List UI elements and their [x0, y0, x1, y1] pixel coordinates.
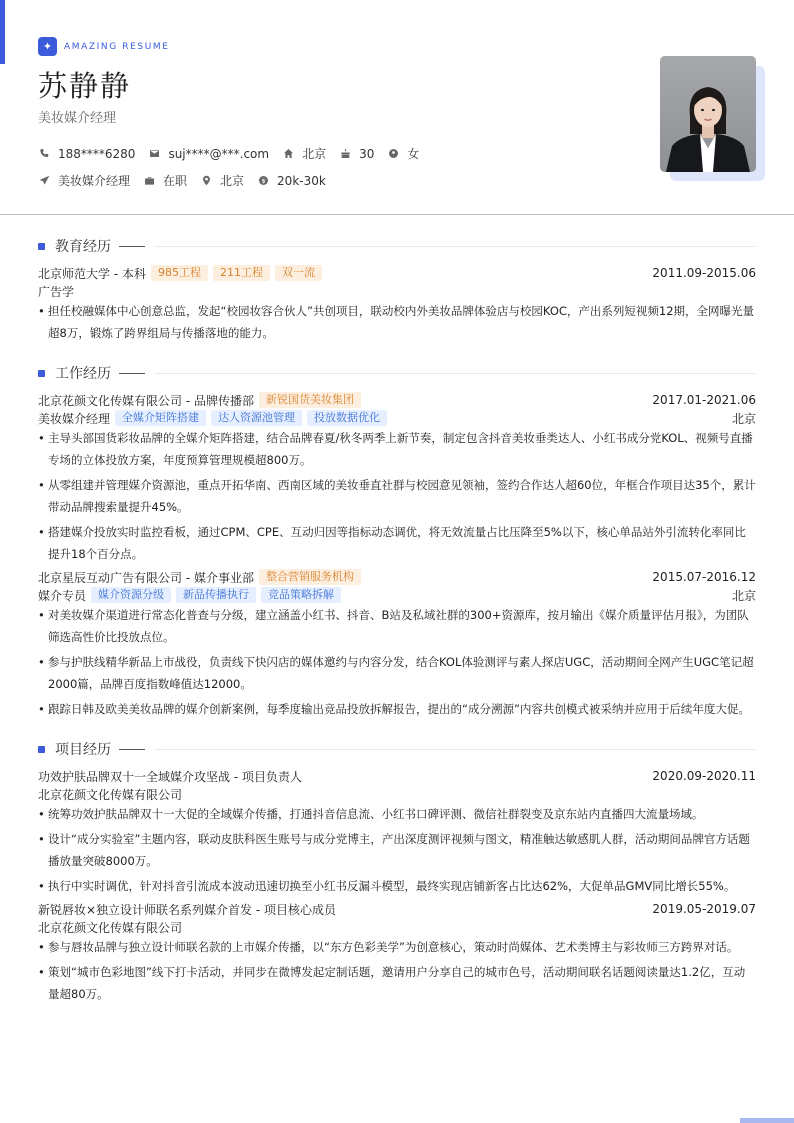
- project-date: 2020.09-2020.11: [652, 769, 756, 783]
- accent-bar: [0, 0, 5, 64]
- gender-icon: [387, 148, 399, 160]
- section-rule: [155, 246, 756, 247]
- project-name: 新锐唇妆×独立设计师联名系列媒介首发 - 项目核心成员: [38, 902, 337, 917]
- gender-item: [387, 145, 419, 162]
- profile-photo: [660, 56, 764, 180]
- brand-label: AMAZING RESUME: [64, 41, 170, 52]
- salary-item: [257, 174, 326, 188]
- target-position-item: [38, 172, 130, 189]
- section-dash: [119, 246, 145, 247]
- project-title-row: [38, 900, 756, 918]
- email-value: suj****@***.com: [168, 146, 270, 161]
- avatar: [660, 56, 756, 172]
- list-item: • 跟踪日韩及欧美美妆品牌的媒介创新案例，每季度输出竞品投放拆解报告，提出的“成分溯源”内容共创模式被采纳并应用于后续年度大促。: [38, 698, 756, 720]
- education-bullets: [38, 300, 756, 344]
- work-section-header: [38, 359, 756, 387]
- age-item: [339, 147, 374, 161]
- project-org: 北京花颜文化传媒有限公司: [38, 920, 183, 935]
- section-bullet-icon: [38, 746, 45, 753]
- work-entry: [38, 391, 756, 565]
- project-title-row: [38, 767, 756, 785]
- resume-content: [38, 232, 756, 1008]
- target-position-value: 美妆媒介经理: [58, 174, 131, 188]
- role-name: 美妆媒介经理: [38, 411, 111, 426]
- list-item: • 参与唇妆品牌与独立设计师联名款的上市媒介传播，以“东方色彩美学”为创意核心，策动时尚媒体、艺术类博主与彩妆师三方跨界对话。: [38, 936, 756, 958]
- role-name: 媒介专员: [38, 588, 87, 603]
- list-item: • 主导头部国货彩妆品牌的全媒介矩阵搭建，结合品牌春夏/秋冬两季上新节奏，制定包含抖音美妆垂类达人、小红书成分党KOL、视频号直播专场的立体投放方案，年度预算管理规模超800万。: [38, 427, 756, 471]
- work-city: 北京: [731, 411, 756, 426]
- phone-icon: [38, 148, 50, 160]
- home-item: [282, 145, 326, 162]
- email-item: [148, 147, 269, 161]
- candidate-subtitle: 美妆媒介经理: [38, 111, 117, 126]
- role-tag: 竞品策略拆解: [261, 587, 341, 603]
- location-item: [200, 172, 244, 189]
- location-value: 北京: [220, 174, 245, 188]
- project-org: 北京花颜文化传媒有限公司: [38, 787, 183, 802]
- work-section-title: 工作经历: [55, 366, 111, 382]
- project-entry: [38, 900, 756, 1005]
- status-item: [143, 172, 187, 189]
- role-tag: 投放数据优化: [307, 410, 387, 426]
- work-bullets: [38, 427, 756, 565]
- role-tag: 新品传播执行: [176, 587, 256, 603]
- age-value: 30: [359, 146, 375, 161]
- role-tag: 达人资源池管理: [211, 410, 302, 426]
- send-icon: [38, 175, 50, 187]
- avatar-portrait-icon: [660, 56, 756, 172]
- work-date: 2015.07-2016.12: [652, 570, 756, 584]
- project-org-row: [38, 785, 756, 803]
- section-dash: [119, 373, 145, 374]
- company-tag: 新锐国货美妆集团: [259, 392, 361, 408]
- projects-section-title: 项目经历: [55, 742, 111, 758]
- work-company-row: [38, 391, 756, 409]
- work-company-row: [38, 568, 756, 586]
- education-section-header: [38, 232, 756, 260]
- projects-section-header: [38, 735, 756, 763]
- project-org-row: [38, 918, 756, 936]
- project-entry: [38, 767, 756, 897]
- project-bullets: [38, 803, 756, 897]
- home-icon: [282, 148, 294, 160]
- home-value: 北京: [302, 147, 327, 161]
- salary-value: 20k-30k: [277, 173, 326, 188]
- header-divider: [0, 214, 794, 215]
- money-icon: [257, 175, 269, 187]
- company-name: 北京星辰互动广告有限公司 - 媒介事业部: [38, 570, 254, 585]
- location-pin-icon: [200, 175, 212, 187]
- brand: [38, 37, 170, 56]
- gender-value: 女: [407, 147, 420, 161]
- work-role-row: [38, 586, 756, 604]
- project-date: 2019.05-2019.07: [652, 902, 756, 916]
- education-title-row: [38, 264, 756, 282]
- candidate-name: 苏静静: [38, 69, 132, 103]
- list-item: • 从零组建并管理媒介资源池，重点开拓华南、西南区域的美妆垂直社群与校园意见领袖，签约合作达人超60位，年框合作项目达35个，累计带动品牌搜索量提升45%。: [38, 474, 756, 518]
- cake-icon: [339, 148, 351, 160]
- section-dash: [119, 749, 145, 750]
- role-tag: 全媒介矩阵搭建: [115, 410, 206, 426]
- education-section-title: 教育经历: [55, 239, 111, 255]
- list-item: • 策划“城市色彩地图”线下打卡活动，并同步在微博发起定制话题，邀请用户分享自己的城市色号，活动期间联名话题阅读量达1.2亿，互动量超80万。: [38, 961, 756, 1005]
- list-item: • 参与护肤线精华新品上市战役，负责线下快闪店的媒体邀约与内容分发，结合KOL体验测评与素人探店UGC，活动期间全网产生UGC笔记超2000篇，品牌百度指数峰值达12000。: [38, 651, 756, 695]
- list-item: • 对美妆媒介渠道进行常态化普查与分级，建立涵盖小红书、抖音、B站及私域社群的300+资源库，按月输出《媒介质量评估月报》，为团队筛选高性价比投放点位。: [38, 604, 756, 648]
- contact-row-2: [38, 172, 339, 189]
- company-name: 北京花颜文化传媒有限公司 - 品牌传播部: [38, 393, 254, 408]
- school-tag: 985工程: [151, 265, 208, 281]
- section-bullet-icon: [38, 370, 45, 377]
- project-bullets: [38, 936, 756, 1005]
- work-bullets: [38, 604, 756, 720]
- contact-row-1: [38, 145, 432, 162]
- briefcase-icon: [143, 175, 155, 187]
- list-item: • 担任校融媒体中心创意总监，发起“校园妆容合伙人”共创项目，联动校内外美妆品牌体验店与校园KOC，产出系列短视频12期，全网曝光量超8万，锻炼了跨界组局与传播落地的能力。: [38, 300, 756, 344]
- work-date: 2017.01-2021.06: [652, 393, 756, 407]
- work-role-row: [38, 409, 756, 427]
- list-item: • 统筹功效护肤品牌双十一大促的全域媒介传播，打通抖音信息流、小红书口碑评测、微信社群裂变及京东站内直播四大流量场域。: [38, 803, 756, 825]
- education-date: 2011.09-2015.06: [652, 266, 756, 280]
- list-item: • 执行中实时调优，针对抖音引流成本波动迅速切换至小红书反漏斗模型，最终实现店铺新客占比达62%，大促单品GMV同比增长55%。: [38, 875, 756, 897]
- role-tag: 媒介资源分级: [91, 587, 171, 603]
- section-rule: [155, 749, 756, 750]
- list-item: • 设计“成分实验室”主题内容，联动皮肤科医生账号与成分党博主，产出深度测评视频与图文，精准触达敏感肌人群，活动期间品牌官方话题播放量突破8000万。: [38, 828, 756, 872]
- status-value: 在职: [163, 174, 188, 188]
- education-major-row: [38, 282, 756, 300]
- section-rule: [155, 373, 756, 374]
- school-tag: 211工程: [213, 265, 270, 281]
- mail-icon: [148, 148, 160, 160]
- phone-item: [38, 147, 135, 161]
- project-name: 功效护肤品牌双十一全域媒介攻坚战 - 项目负责人: [38, 769, 302, 784]
- list-item: • 搭建媒介投放实时监控看板，通过CPM、CPE、互动归因等指标动态调优，将无效流量占比压降至5%以下，核心单品站外引流转化率同比提升18个百分点。: [38, 521, 756, 565]
- school-tag: 双一流: [275, 265, 322, 281]
- bottom-accent-bar: [740, 1118, 794, 1123]
- company-tag: 整合营销服务机构: [259, 569, 361, 585]
- work-entry: [38, 568, 756, 720]
- major: 广告学: [38, 284, 75, 299]
- section-bullet-icon: [38, 243, 45, 250]
- sparkle-icon: ✦: [38, 37, 57, 56]
- education-entry: [38, 264, 756, 344]
- phone-value: 188****6280: [58, 146, 136, 161]
- school-name: 北京师范大学 - 本科: [38, 266, 146, 281]
- work-city: 北京: [731, 588, 756, 603]
